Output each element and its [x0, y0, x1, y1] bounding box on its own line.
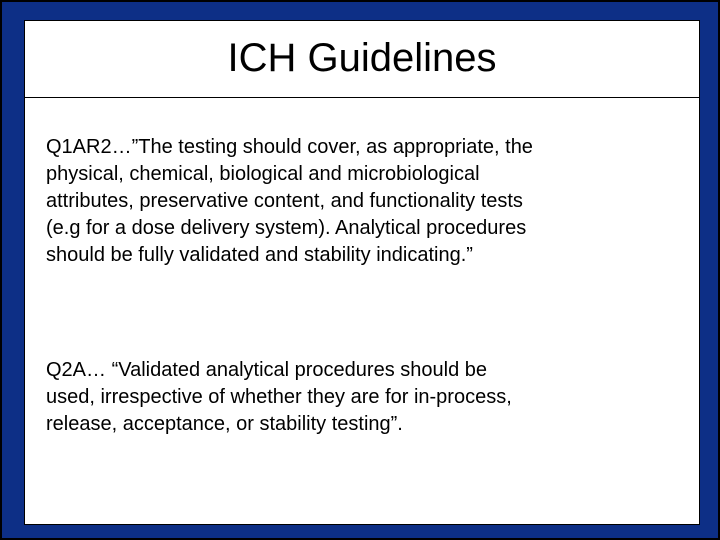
guideline-q2a-paragraph: Q2A… “Validated analytical procedures should be used, irrespective of whether they are for in-process, release, acceptance, or stability testing”. [46, 359, 512, 435]
slide-title: ICH Guidelines [227, 36, 497, 80]
title-box [25, 21, 699, 98]
guideline-q1ar2-paragraph: Q1AR2…”The testing should cover, as appropriate, the physical, chemical, biological and microbiological attributes, preservative content, and functionality tests (e.g for a dose delivery system). Analytical procedures should be fully validated and stability indicating.” [46, 136, 533, 266]
content-panel [24, 20, 700, 525]
